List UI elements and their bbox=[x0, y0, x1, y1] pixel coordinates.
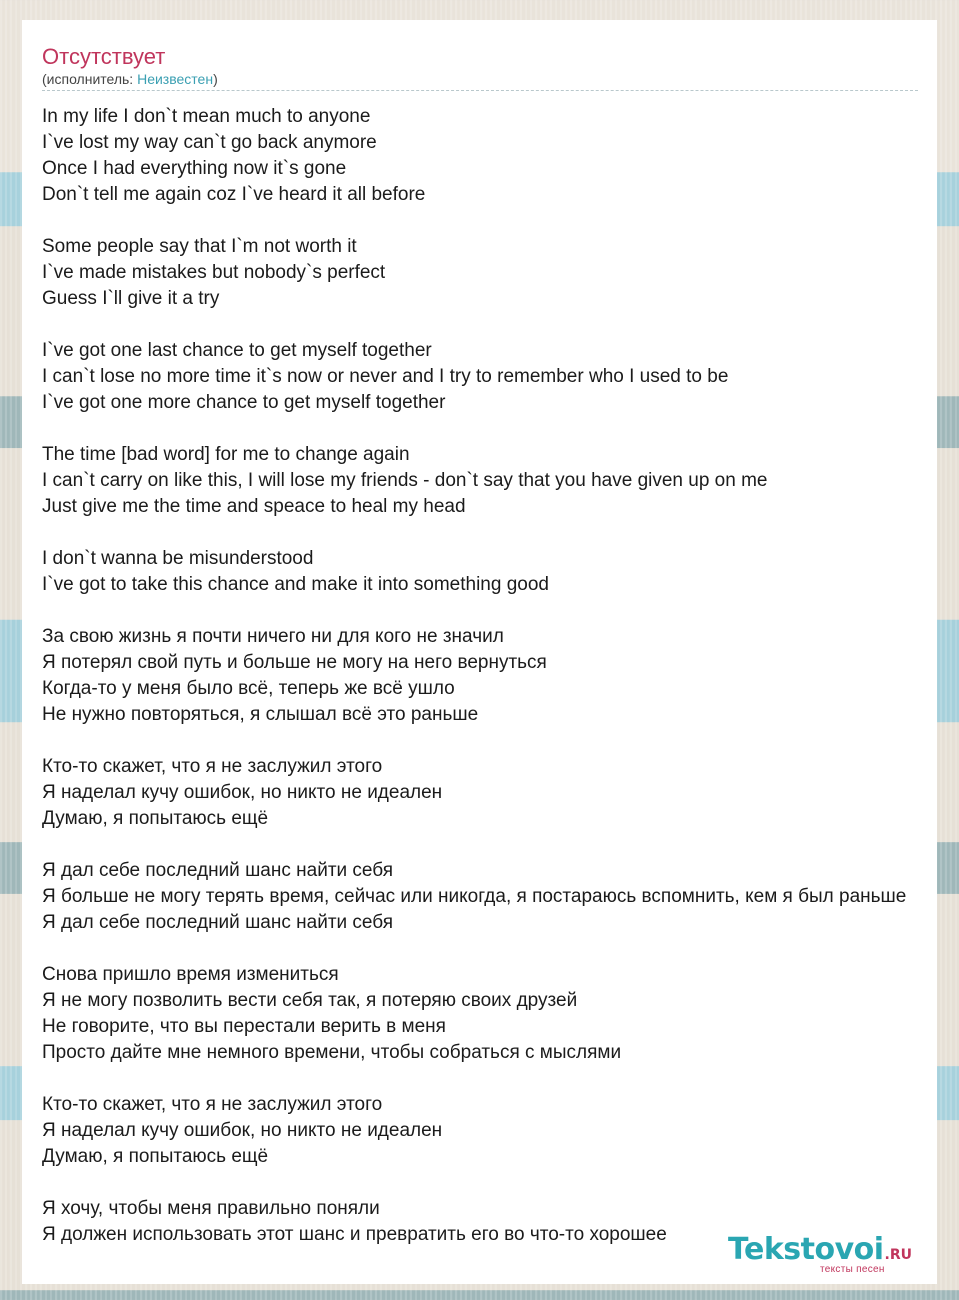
lyric-line: Just give me the time and speace to heal my head bbox=[42, 496, 466, 517]
logo-wordmark: Tekstovoi bbox=[728, 1232, 884, 1267]
lyrics-stanza bbox=[42, 962, 959, 1066]
artist-prefix: (исполнитель: bbox=[42, 71, 138, 87]
lyric-line: Не говорите, что вы перестали верить в меня bbox=[42, 1016, 446, 1037]
lyric-line: I don`t wanna be misunderstood bbox=[42, 548, 314, 569]
lyric-line: Думаю, я попытаюсь ещё bbox=[42, 808, 269, 829]
artist-suffix: ) bbox=[213, 71, 218, 87]
lyric-line: The time [bad word] for me to change again bbox=[42, 444, 410, 465]
lyric-line: I can`t lose no more time it`s now or never and I try to remember who I used to be bbox=[42, 366, 729, 387]
lyric-line: Some people say that I`m not worth it bbox=[42, 236, 357, 257]
lyrics-sheet bbox=[22, 20, 937, 1284]
lyric-line: За свою жизнь я почти ничего ни для кого не значил bbox=[42, 626, 504, 647]
lyric-line: Я дал себе последний шанс найти себя bbox=[42, 860, 394, 881]
lyric-line: Я дал себе последний шанс найти себя bbox=[42, 912, 394, 933]
lyrics-stanza bbox=[42, 104, 959, 208]
lyric-line: Once I had everything now it`s gone bbox=[42, 158, 347, 179]
lyric-line: Я должен использовать этот шанс и превратить его во что-то хорошее bbox=[42, 1224, 667, 1245]
lyric-line: Я хочу, чтобы меня правильно поняли bbox=[42, 1198, 380, 1219]
lyrics-stanza bbox=[42, 338, 959, 416]
lyrics-stanza bbox=[42, 754, 959, 832]
lyrics-stanza bbox=[42, 624, 959, 728]
lyric-line: I`ve got one more chance to get myself together bbox=[42, 392, 446, 413]
lyrics-stanza bbox=[42, 1092, 959, 1170]
lyric-line: I`ve lost my way can`t go back anymore bbox=[42, 132, 377, 153]
lyric-line: I can`t carry on like this, I will lose my friends - don`t say that you have given up on me bbox=[42, 470, 768, 491]
lyric-line: Я потерял свой путь и больше не могу на него вернуться bbox=[42, 652, 547, 673]
lyric-line: I`ve got one last chance to get myself together bbox=[42, 340, 432, 361]
song-title: Отсутствует bbox=[42, 44, 166, 69]
lyric-line: Просто дайте мне немного времени, чтобы собраться с мыслями bbox=[42, 1042, 622, 1063]
lyrics-stanza bbox=[42, 442, 959, 520]
lyric-line: Не нужно повторяться, я слышал всё это раньше bbox=[42, 704, 479, 725]
lyric-line: Снова пришло время измениться bbox=[42, 964, 339, 985]
lyric-line: Я больше не могу терять время, сейчас или никогда, я постараюсь вспомнить, кем я был раньше bbox=[42, 886, 907, 907]
lyric-line: Guess I`ll give it a try bbox=[42, 288, 220, 309]
logo-tagline: тексты песен bbox=[820, 1264, 885, 1275]
lyrics-body bbox=[42, 104, 959, 1274]
lyric-line: Я наделал кучу ошибок, но никто не идеален bbox=[42, 1120, 443, 1141]
song-header bbox=[42, 44, 918, 91]
artist-link[interactable]: Неизвестен bbox=[137, 71, 214, 87]
artist-line bbox=[42, 70, 918, 88]
lyric-line: Когда-то у меня было всё, теперь же всё ушло bbox=[42, 678, 455, 699]
lyric-line: I`ve made mistakes but nobody`s perfect bbox=[42, 262, 386, 283]
lyric-line: In my life I don`t mean much to anyone bbox=[42, 106, 371, 127]
lyric-line: Я не могу позволить вести себя так, я потеряю своих друзей bbox=[42, 990, 578, 1011]
lyrics-stanza bbox=[42, 546, 959, 598]
lyric-line: Кто-то скажет, что я не заслужил этого bbox=[42, 1094, 383, 1115]
lyric-line: I`ve got to take this chance and make it into something good bbox=[42, 574, 549, 595]
lyric-line: Don`t tell me again coz I`ve heard it all before bbox=[42, 184, 426, 205]
logo-domain: .RU bbox=[884, 1247, 913, 1263]
lyric-line: Кто-то скажет, что я не заслужил этого bbox=[42, 756, 383, 777]
lyrics-stanza bbox=[42, 858, 959, 936]
lyrics-stanza bbox=[42, 234, 959, 312]
lyric-line: Думаю, я попытаюсь ещё bbox=[42, 1146, 269, 1167]
site-logo[interactable] bbox=[728, 1232, 938, 1280]
lyric-line: Я наделал кучу ошибок, но никто не идеален bbox=[42, 782, 443, 803]
